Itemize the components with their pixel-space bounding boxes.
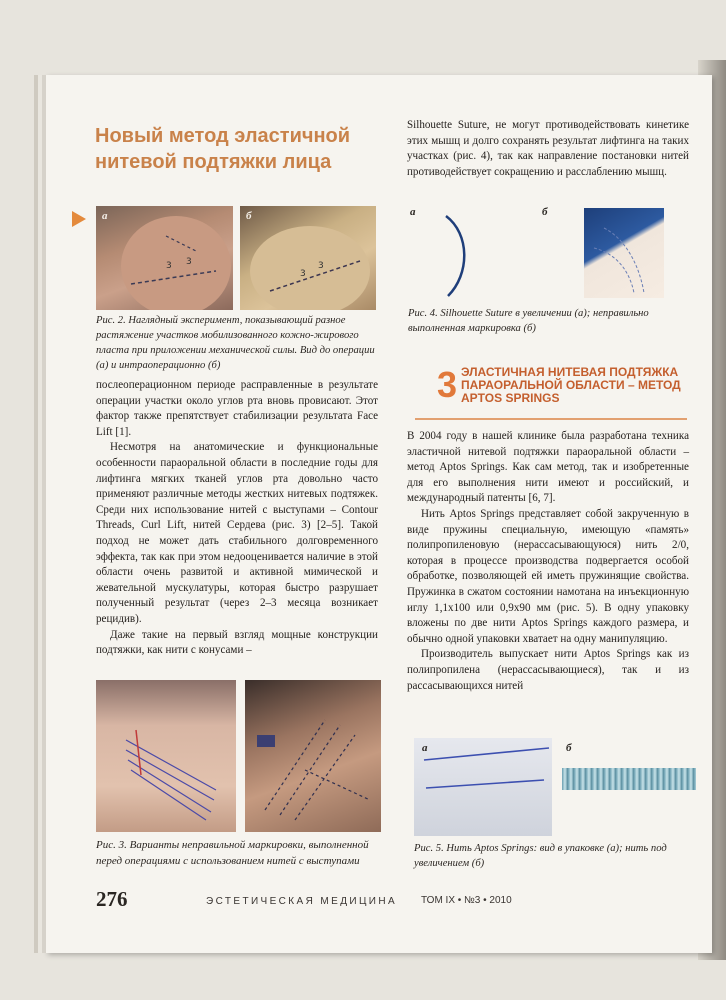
fig5-photo-a: [414, 738, 552, 836]
fig3-photo-right-marking: [245, 680, 381, 832]
fig2-photo-a-marking: [96, 206, 233, 310]
fig5-panel-b: [560, 738, 696, 836]
aptos-spring-needle-icon: [414, 738, 552, 836]
left-column-text: [96, 378, 378, 659]
fig3-photo-right: [245, 680, 381, 832]
fig2-photo-b-marking: [240, 206, 376, 310]
section-divider: [415, 418, 687, 420]
fig5-label-a: а: [422, 742, 428, 754]
fig4-panel-b: [540, 204, 666, 304]
right-paragraph: Нить Aptos Springs представляет собой закрученную в виде пружины специальную, имеющую «память» полипропиленовую (нерассасывающуюся) нить 2/0, которая в процессе производства подвергается особой обработке, позволяющей ей иметь пружинящие свойства. Пружинка в сжатом состоянии намотана на инъекционную иглу 1,1х100 или 0,9х90 мм (рис. 5). В одну упаковку вложены по две нити Aptos Springs каждого размера, и обычно одной упаковки хватает на одну манипуляцию.: [407, 507, 689, 645]
fig2-caption: Рис. 2. Наглядный эксперимент, показывающий разное растяжение участков мобилизованного кожно-жирового пласта при приложении механической силы. Вид до операции (а) и интраоперационно (б): [96, 315, 375, 371]
fig2-photo-b: [240, 206, 376, 310]
fig3-photo-left: [96, 680, 236, 832]
svg-text:3: 3: [300, 269, 306, 279]
right-paragraph: Производитель выпускает нити Aptos Springs как из полипропилена (нерассасывающиеся), так и из рассасывающихся нитей: [407, 648, 689, 692]
fig2-photo-a: [96, 206, 233, 310]
left-paragraph: Несмотря на анатомические и функциональные особенности параоральной области в последние годы для лифтинга мягких тканей углов рта довольно часто применяют различные методы жестких нитевых подтяжек. Среди них использование нитей с выступами – Contour Threads, Curl Lift, нитей Сердева (рис. 3) [2–5]. Такой подход не может дать стабильного долговременного эффекта, так как при этом недооценивается наличие в этой области очень развитой и активной мимической и жевательной мускулатуры, которая быстро разрушает полученный результат (через 2–3 месяца возникает рецидив).: [96, 441, 378, 625]
fig4-panel-a: [408, 204, 533, 304]
fig2-label-a: а: [102, 210, 108, 222]
left-paragraph: послеоперационном периоде расправленные в результате операции участки около углов рта вновь провисают. Этот фактор также препятствует стабилизации результата Face Lift [1].: [96, 379, 378, 438]
left-paragraph: Даже такие на первый взгляд мощные конструкции подтяжки, как нити с конусами –: [96, 628, 378, 657]
right-paragraph: В 2004 году в нашей клинике была разработана техника эластичной нитевой подтяжки параоральной области – метод Aptos Springs. Как сам метод, так и изобретенные для его выполнения нити имеют и российский, и международный патенты [6, 7].: [407, 430, 689, 505]
journal-name: ЭСТЕТИЧЕСКАЯ МЕДИЦИНА: [206, 896, 398, 907]
fig4-caption: Рис. 4. Silhouette Suture в увеличении (а); неправильно выполненная маркировка (б): [408, 308, 649, 334]
svg-text:3: 3: [318, 261, 324, 271]
article-title: Новый метод эластичной нитевой подтяжки лица: [95, 125, 351, 173]
section-number: 3: [437, 364, 458, 405]
right-paragraph: Silhouette Suture, не могут противодействовать кинетике этих мышц и долго сохранять результат лифтинга на таких участках (рис. 4), так как направление постановки нитей противодействует сокращению и расслаблению мышц.: [407, 119, 689, 178]
fig5-spring-photo: [562, 768, 696, 790]
fig3-caption: Рис. 3. Варианты неправильной маркировки, выполненной перед операциями с использованием нитей с выступами: [96, 839, 369, 867]
svg-text:3: 3: [186, 257, 192, 267]
fig3-photo-left-marking: [96, 680, 236, 832]
fig2-label-b: б: [246, 210, 252, 222]
section-title: ЭЛАСТИЧНАЯ НИТЕВАЯ ПОДТЯЖКА ПАРАОРАЛЬНОЙ ОБЛАСТИ – МЕТОД APTOS SPRINGS: [461, 365, 681, 405]
fig4-label-b: б: [542, 206, 548, 218]
fig5-caption: Рис. 5. Нить Aptos Springs: вид в упаковке (а); нить под увеличением (б): [414, 843, 667, 869]
svg-text:3: 3: [166, 261, 172, 271]
fig4-face-marking: [584, 208, 664, 298]
right-column-body-text: [407, 429, 689, 694]
orange-arrow-marker-icon: [72, 211, 86, 227]
fig4-label-a: а: [410, 206, 416, 218]
page-number: 276: [96, 887, 128, 911]
fig5-label-b: б: [566, 742, 572, 754]
right-column-top-text: [407, 118, 689, 180]
issue-info: ТОМ IX • №3 • 2010: [421, 895, 512, 906]
silhouette-suture-thread-icon: [408, 204, 533, 304]
fig4-photo-b: [584, 208, 664, 298]
